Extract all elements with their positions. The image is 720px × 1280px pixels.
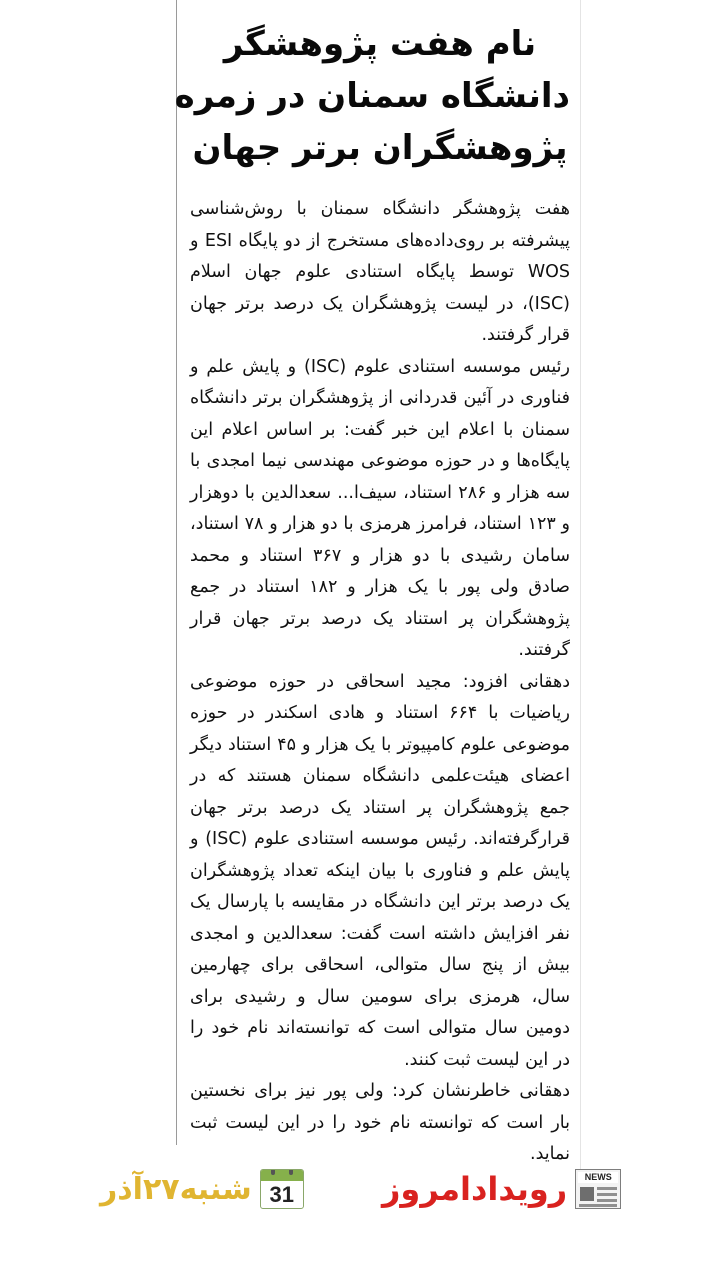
headline-line-1: نام هفت پژوهشگر <box>223 24 537 64</box>
article-paragraph-3: دهقانی افزود: مجید اسحاقی در حوزه موضوعی ریاضیات با ۶۶۴ استناد و هادی اسکندر در حوزه موضوعی علوم کامپیوتر با یک هزار و ۴۵ استناد دیگر اعضای هیئت‌علمی دانشگاه سمنان هستند که در جمع پژوهشگران پر استناد یک درصد برتر جهان قرارگرفته‌اند. رئیس موسسه استنادی علوم (ISC) و پایش علم و فناوری با بیان اینکه تعداد پژوهشگران یک درصد برتر این دانشگاه در مقایسه با پارسال یک نفر افزایش داشته است گفت: سعدالدین و امجدی بیش از پنج سال متوالی، اسحاقی برای چهارمین سال، هرمزی برای سومین سال و رشیدی برای دومین سال متوالی است که توانسته‌اند نام خود را در این لیست ثبت کنند. <box>190 671 570 1070</box>
article-paragraph-2: رئیس موسسه استنادی علوم (ISC) و پایش علم و فناوری در آئین قدردانی از پژوهشگران برتر دانشگاه سمنان با اعلام این خبر گفت: بر اساس اعلام این پایگاه‌ها و در حوزه موضوعی مهندسی نیما امجدی با سه هزار و ۲۸۶ استناد، سیف‌ا... سعدالدین با دوهزار و ۱۲۳ استناد، فرامرز هرمزی با دو هزار و ۷۸ استناد، سامان رشیدی با دو هزار و ۳۶۷ استناد و محمد صادق ولی پور با یک هزار و ۱۸۲ استناد در جمع پژوهشگران پر استناد یک درصد برتر جهان قرار گرفتند. <box>190 356 570 660</box>
date-text: شنبه۲۷آذر <box>100 1171 252 1207</box>
calendar-day: 31 <box>269 1182 294 1207</box>
headline-line-3: پژوهشگران برتر جهان <box>192 128 568 168</box>
date-stamp <box>100 1169 304 1209</box>
calendar-icon <box>260 1169 304 1209</box>
newspaper-icon-label: NEWS <box>578 1172 618 1183</box>
footer-bar <box>0 1155 720 1225</box>
column-divider-right <box>580 0 581 1180</box>
brand-name: رویدادامروز <box>382 1170 568 1208</box>
article-headline <box>174 18 570 174</box>
headline-line-2: دانشگاه سمنان در زمره <box>174 76 570 116</box>
newspaper-icon <box>575 1169 621 1209</box>
brand-stamp <box>382 1167 621 1211</box>
article-paragraph-1: هفت پژوهشگر دانشگاه سمنان با روش‌شناسی پیشرفته بر روی‌داده‌های مستخرج از دو پایگاه ESI و WOS توسط پایگاه استنادی علوم جهان اسلام (ISC)، در لیست پژوهشگران یک درصد برتر جهان قرار گرفتند. <box>190 199 570 345</box>
column-divider-left <box>176 0 177 1145</box>
news-article <box>174 18 570 1171</box>
article-paragraph-4: دهقانی خاطرنشان کرد: ولی پور نیز برای نخستین بار است که توانسته نام خود را در این لیست ثبت نماید. <box>190 1081 570 1164</box>
